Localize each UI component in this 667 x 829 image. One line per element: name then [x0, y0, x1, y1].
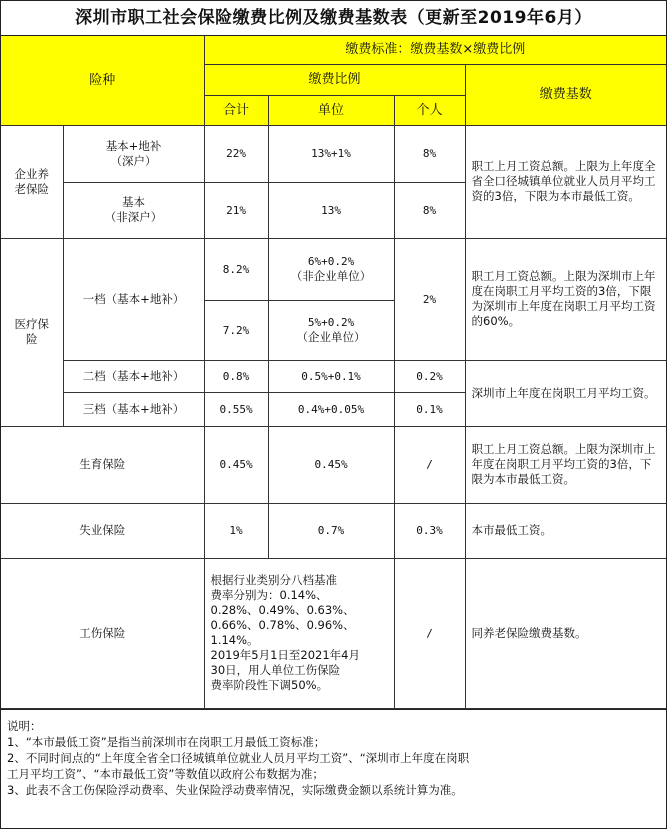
maternity-label: 生育保险	[1, 426, 204, 503]
medical-tier1a-employer: 6%+0.2% （非企业单位）	[268, 238, 394, 300]
medical-tier1b-total: 7.2%	[204, 300, 268, 360]
medical-tier1-base: 职工月工资总额。上限为深圳市上年度在岗职工月平均工资的3倍，下限为深圳市上年度在岗职工月平均工资的60%。	[465, 238, 666, 360]
unemployment-base: 本市最低工资。	[465, 503, 666, 558]
pension-local-total: 22%	[204, 125, 268, 182]
unemployment-label: 失业保险	[1, 503, 204, 558]
pension-nonlocal-employer: 13%	[268, 182, 394, 238]
medical-tier2-employer: 0.5%+0.1%	[268, 360, 394, 392]
pension-base: 职工上月工资总额。上限为上年度全省全口径城镇单位就业人员月平均工资的3倍，下限为本市最低工资。	[465, 125, 666, 238]
injury-label: 工伤保险	[1, 558, 204, 708]
page-title: 深圳市职工社会保险缴费比例及缴费基数表（更新至2019年6月）	[1, 1, 666, 36]
medical-tier2-label: 二档（基本+地补）	[63, 360, 204, 392]
medical-label: 医疗保 险	[1, 238, 63, 426]
medical-tier3-individual: 0.1%	[394, 392, 465, 426]
medical-tier23-base: 深圳市上年度在岗职工月平均工资。	[465, 360, 666, 426]
header-employer: 单位	[268, 95, 394, 125]
maternity-individual: /	[394, 426, 465, 503]
injury-base: 同养老保险缴费基数。	[465, 558, 666, 708]
pension-type-local: 基本+地补 （深户）	[63, 125, 204, 182]
pension-nonlocal-total: 21%	[204, 182, 268, 238]
pension-local-employer: 13%+1%	[268, 125, 394, 182]
maternity-employer: 0.45%	[268, 426, 394, 503]
pension-type-nonlocal: 基本 （非深户）	[63, 182, 204, 238]
header-standard: 缴费标准：缴费基数×缴费比例	[204, 36, 666, 64]
injury-rates: 根据行业类别分八档基准 费率分别为：0.14%、 0.28%、0.49%、0.63%、 0.66%、0.78%、0.96%、 1.14%。 2019年5月1日至2021年4月 30日，用人单位工伤保险 费率阶段性下调50%。	[204, 558, 394, 708]
rate-table	[1, 36, 666, 709]
medical-tier3-total: 0.55%	[204, 392, 268, 426]
unemployment-total: 1%	[204, 503, 268, 558]
notes-section	[1, 709, 666, 798]
medical-tier1a-total: 8.2%	[204, 238, 268, 300]
header-ratio: 缴费比例	[204, 64, 465, 95]
note-line: 3、此表不含工伤保险浮动费率、失业保险浮动费率情况，实际缴费金额以系统计算为准。	[7, 782, 463, 797]
header-total: 合计	[204, 95, 268, 125]
pension-local-individual: 8%	[394, 125, 465, 182]
medical-tier1b-employer: 5%+0.2% （企业单位）	[268, 300, 394, 360]
medical-tier1-individual: 2%	[394, 238, 465, 360]
medical-tier3-employer: 0.4%+0.05%	[268, 392, 394, 426]
medical-tier2-individual: 0.2%	[394, 360, 465, 392]
notes-heading: 说明：	[7, 718, 42, 733]
pension-nonlocal-individual: 8%	[394, 182, 465, 238]
note-line: 工月平均工资”、“本市最低工资”等数值以政府公布数据为准；	[7, 766, 324, 781]
unemployment-employer: 0.7%	[268, 503, 394, 558]
medical-tier3-label: 三档（基本+地补）	[63, 392, 204, 426]
pension-label: 企业养 老保险	[1, 125, 63, 238]
maternity-total: 0.45%	[204, 426, 268, 503]
header-base: 缴费基数	[465, 64, 666, 125]
medical-tier1-label: 一档（基本+地补）	[63, 238, 204, 360]
maternity-base: 职工上月工资总额。上限为深圳市上年度在岗职工月平均工资的3倍，下限为本市最低工资。	[465, 426, 666, 503]
note-line: 1、“本市最低工资”是指当前深圳市在岗职工月最低工资标准；	[7, 734, 326, 749]
note-line: 2、不同时间点的“上年度全省全口径城镇单位就业人员月平均工资”、“深圳市上年度在岗职	[7, 750, 470, 765]
header-individual: 个人	[394, 95, 465, 125]
unemployment-individual: 0.3%	[394, 503, 465, 558]
injury-individual: /	[394, 558, 465, 708]
header-insurance-type: 险种	[1, 36, 204, 125]
medical-tier2-total: 0.8%	[204, 360, 268, 392]
